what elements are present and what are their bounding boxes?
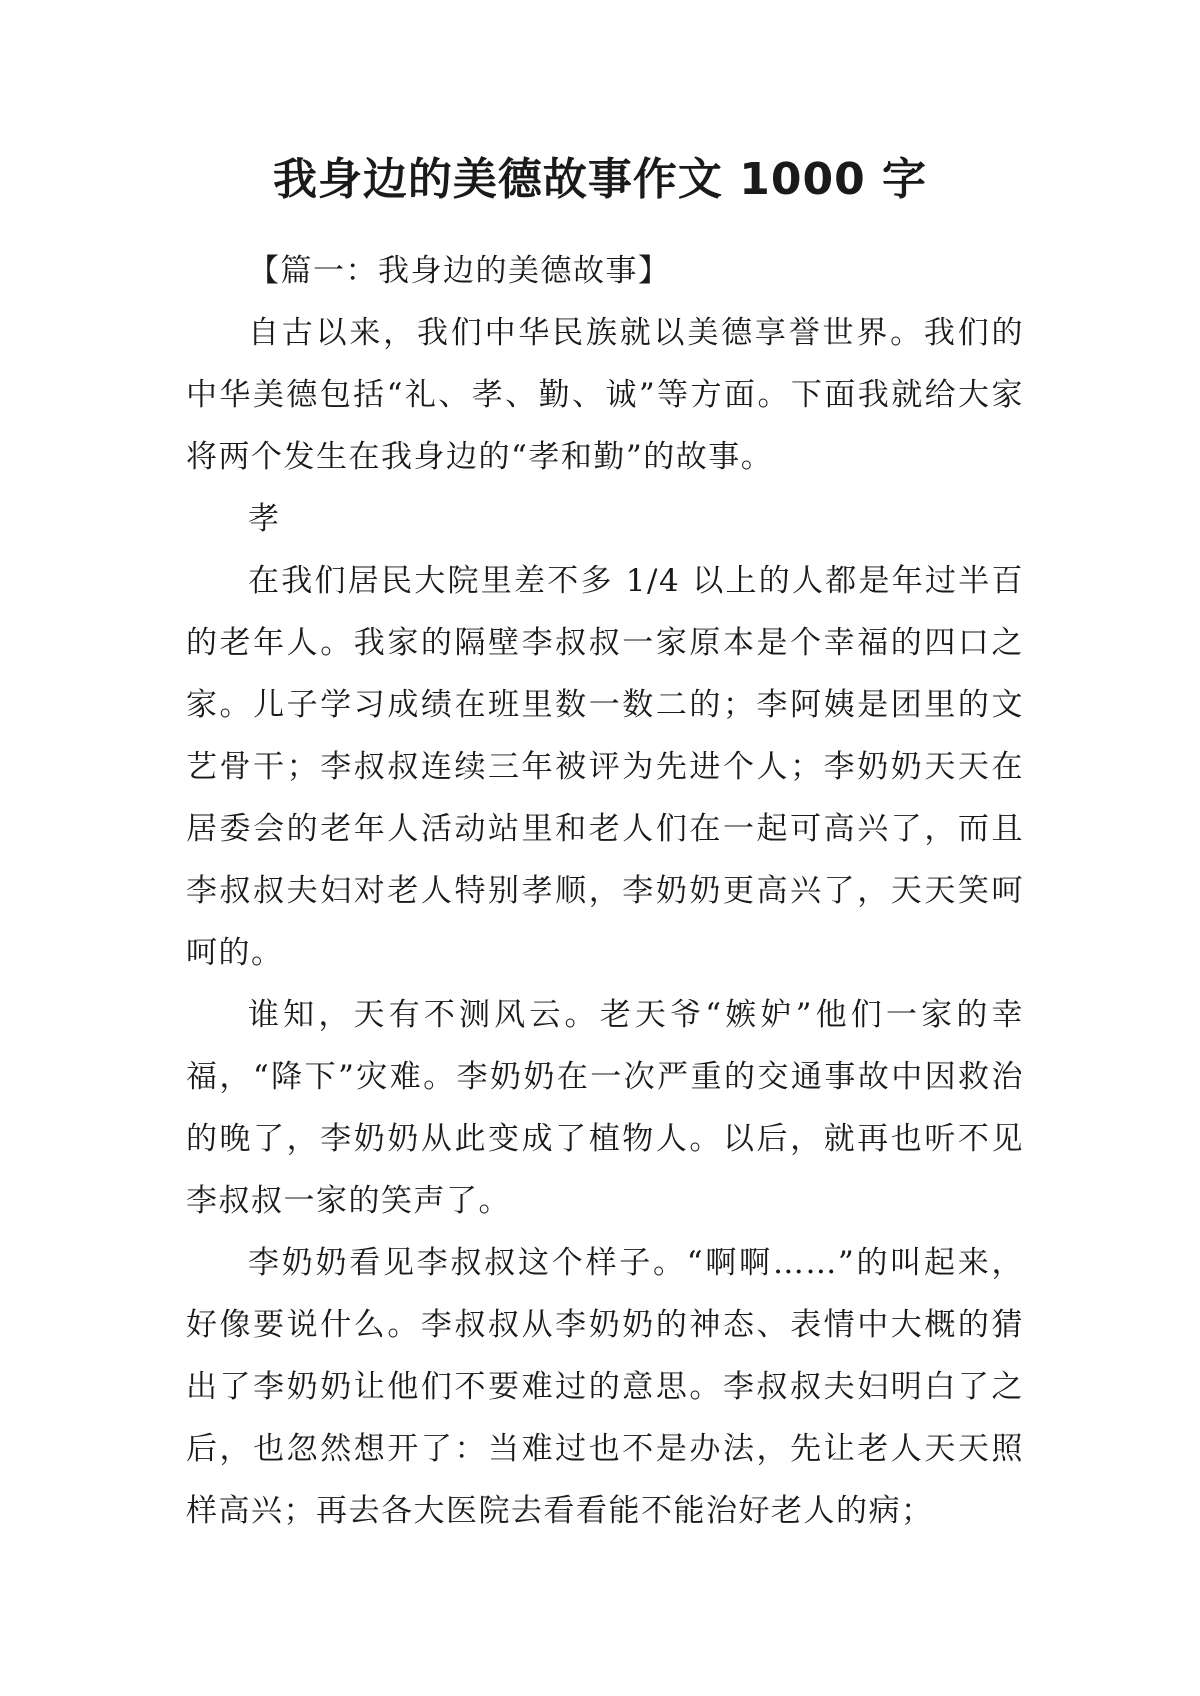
paragraph: 在我们居民大院里差不多 1/4 以上的人都是年过半百的老年人。我家的隔壁李叔叔一家原本是个幸福的四口之家。儿子学习成绩在班里数一数二的；李阿姨是团里的文艺骨干；李叔叔连续三年被评为先进个人；李奶奶天天在居委会的老年人活动站里和老人们在一起可高兴了，而且李叔叔夫妇对老人特别孝顺，李奶奶更高兴了，天天笑呵呵的。 xyxy=(186,563,1024,971)
subheading: 孝 xyxy=(248,501,281,537)
paragraph: 自古以来，我们中华民族就以美德享誉世界。我们的中华美德包括“礼、孝、勤、诚”等方面。下面我就给大家将两个发生在我身边的“孝和勤”的故事。 xyxy=(186,315,1024,475)
section-heading: 【篇一：我身边的美德故事】 xyxy=(248,253,671,289)
paragraph: 谁知，天有不测风云。老天爷“嫉妒”他们一家的幸福，“降下”灾难。李奶奶在一次严重的交通事故中因救治的晚了，李奶奶从此变成了植物人。以后，就再也听不见李叔叔一家的笑声了。 xyxy=(186,997,1024,1219)
document-body xyxy=(186,240,1024,1542)
document-title: 我身边的美德故事作文 1000 字 xyxy=(272,154,928,205)
paragraph: 李奶奶看见李叔叔这个样子。“啊啊……”的叫起来，好像要说什么。李叔叔从李奶奶的神态、表情中大概的猜出了李奶奶让他们不要难过的意思。李叔叔夫妇明白了之后，也忽然想开了：当难过也不是办法，先让老人天天照样高兴；再去各大医院去看看能不能治好老人的病； xyxy=(186,1245,1024,1529)
